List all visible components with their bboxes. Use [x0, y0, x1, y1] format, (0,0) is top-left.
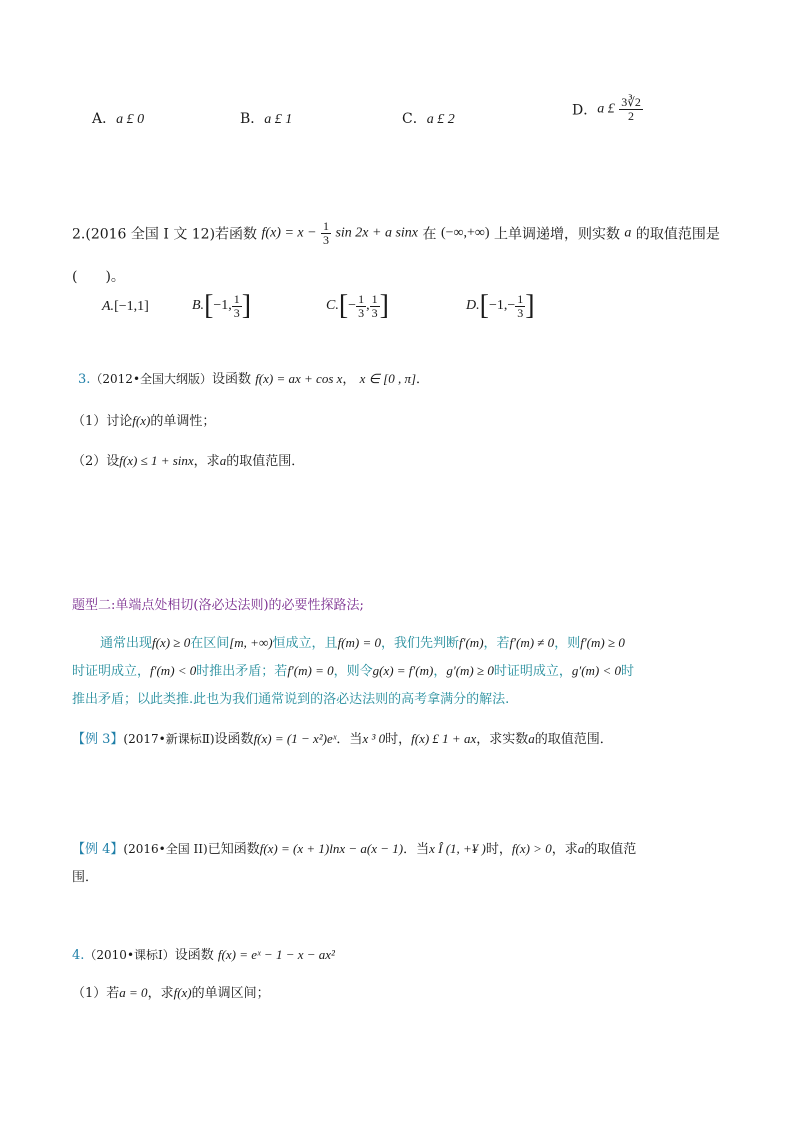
q2-option-c-label: C.: [326, 298, 339, 313]
q3-part-2-b: ，求: [193, 454, 220, 469]
q2-option-a-label: A.: [102, 299, 115, 314]
question-2: [72, 220, 720, 247]
q2-option-a: [102, 298, 149, 315]
option-d-math: a £: [597, 101, 615, 117]
q2-function: f(x) = x −: [261, 225, 317, 241]
q3-part-1-b: 的单调性；: [150, 414, 216, 429]
q2-option-b-label: B.: [192, 298, 205, 313]
option-b: [240, 108, 292, 128]
example-3-source: (2017•新课标Ⅱ): [123, 732, 215, 746]
q2-end: 的取值范围是: [635, 226, 720, 243]
option-d: [572, 96, 643, 123]
type2-l1-m2: [m, +∞): [229, 635, 273, 650]
q3-part-1: [72, 410, 215, 429]
type2-l2-b: 时推出矛盾；若: [196, 664, 288, 679]
type2-l2-c: ，则令: [333, 664, 373, 679]
type2-l2-d: ，: [433, 664, 447, 679]
q4-part-1-b: ，求: [147, 986, 174, 1001]
q2-var: a: [624, 225, 632, 241]
example-3-function: f(x) = (1 − x²)eˣ: [253, 731, 337, 746]
example-4-end2: 的取值范: [584, 842, 637, 857]
type2-l2-m3: g(x) = f′(m): [372, 663, 434, 678]
q2-mid: 在: [422, 226, 437, 243]
type2-l1-m3: f(m) = 0: [337, 635, 381, 650]
q2-function-rest: sin 2x + a sinx: [335, 225, 419, 241]
q2-option-b-pre: −1,: [213, 298, 232, 313]
q3-number: 3.: [78, 372, 91, 387]
example-3-mid: ．当: [336, 732, 363, 747]
q2-option-d-fraction: $\frac{1}{3}$: [517, 291, 524, 320]
example-4-line-2: 围．: [72, 870, 99, 885]
example-4-source: (2016•全国 II): [123, 842, 208, 856]
example-3-end: ，求实数: [476, 732, 529, 747]
type2-l1-a: 通常出现: [100, 636, 153, 651]
example-4-v: a: [577, 841, 585, 856]
q3-domain: x ∈ [0 , π]: [359, 371, 417, 386]
type2-l2-m4: g′(m) ≥ 0: [446, 663, 494, 678]
q2-option-c-mid: ,: [366, 298, 370, 313]
example-4-ineq: f(x) > 0: [511, 841, 552, 856]
option-a-label: A．: [92, 111, 117, 127]
q2-option-c-pre: −: [348, 298, 357, 313]
type2-l2-m2: f′(m) = 0: [287, 663, 334, 678]
example-4: [72, 838, 636, 857]
type2-l1-m4: f′(m): [459, 635, 484, 650]
q3-part-1-a: （1）讨论: [72, 414, 133, 429]
example-3: [72, 728, 613, 747]
q3-part-2-a: （2）设: [72, 454, 120, 469]
example-3-v: a: [528, 731, 535, 746]
q4-part-1-c: 的单调区间；: [191, 986, 270, 1001]
type2-l1-f: ，则: [554, 636, 581, 651]
q3-text: 设函数: [212, 372, 252, 387]
example-4-end: ，求: [551, 842, 578, 857]
q2-option-d-label: D.: [466, 298, 480, 313]
q2-option-b: B.[−1, $\frac{1}{3}$ ]: [192, 290, 252, 321]
q2-option-c-fraction-1: $\frac{1}{3}$: [358, 291, 365, 320]
type2-l1-b: 在区间: [190, 636, 230, 651]
type2-line-3: 推出矛盾；以此类推.此也为我们通常说到的洛必达法则的高考拿满分的解法.: [72, 692, 510, 707]
option-d-fraction: $\frac{3∛2}{2}$: [621, 95, 641, 123]
q4-source: （2010•课标Ⅰ）: [84, 948, 175, 962]
example-4-tag: 【例 4】: [72, 842, 124, 857]
q3-part-2-f: f(x) ≤ 1 + sinx: [119, 453, 194, 468]
example-3-ineq: f(x) £ 1 + ax: [411, 731, 477, 746]
example-3-text: 设函数: [214, 732, 254, 747]
q4-part-1-a: （1）若: [72, 986, 120, 1001]
q2-prefix: 2.(2016 全国 I 文 12)若函数: [72, 226, 258, 243]
q4-text: 设函数: [174, 948, 214, 963]
type2-l2-m1: f′(m) < 0: [150, 663, 197, 678]
q2-suffix: 上单调递增，则实数: [493, 226, 620, 243]
example-4-when: 时，: [485, 842, 512, 857]
q2-interval: (−∞,+∞): [440, 225, 490, 241]
q3-function: f(x) = ax + cos x: [255, 371, 343, 386]
type2-l1-e: ，若: [483, 636, 510, 651]
type2-line-1: [100, 632, 625, 651]
option-a: [92, 108, 144, 128]
q4-number: 4.: [72, 948, 85, 963]
type2-l1-c: 恒成立，且: [272, 636, 338, 651]
q3-part-1-f: f(x): [132, 413, 151, 428]
option-b-math: a £ 1: [264, 112, 293, 127]
option-d-label: D．: [572, 102, 598, 119]
type2-l2-a: 时证明成立，: [72, 664, 151, 679]
type2-l2-m5: g′(m) < 0: [571, 663, 622, 678]
q2-option-d-pre: −1,−: [488, 298, 516, 313]
option-a-math: a £ 0: [116, 112, 145, 127]
q3-part-2-c: 的取值范围．: [226, 454, 305, 469]
q2-option-c: C.[− $\frac{1}{3}$ , $\frac{1}{3}$ ]: [326, 290, 389, 321]
q2-option-a-value: [−1,1]: [114, 299, 149, 314]
q3-end: ．: [416, 372, 430, 387]
example-4-text: 已知函数: [207, 842, 260, 857]
type2-l1-m6: f′(m) ≥ 0: [580, 635, 625, 650]
question-4: [72, 944, 335, 963]
type2-l1-d: ，我们先判断: [381, 636, 460, 651]
q2-option-d: D.[−1,− $\frac{1}{3}$ ]: [466, 290, 535, 321]
q2-option-c-fraction-2: $\frac{1}{3}$: [371, 291, 378, 320]
q4-part-1-f: f(x): [173, 985, 192, 1000]
type2-l1-m5: f′(m) ≠ 0: [509, 635, 555, 650]
example-3-when: 时，: [385, 732, 412, 747]
q3-part-2-v: a: [219, 453, 227, 468]
example-4-mid: ．当: [403, 842, 430, 857]
type2-l1-m1: f(x) ≥ 0: [152, 635, 191, 650]
type2-l2-e: 时证明成立，: [493, 664, 572, 679]
example-3-tag: 【例 3】: [72, 732, 124, 747]
q4-part-1-m: a = 0: [119, 985, 148, 1000]
type2-l2-f: 时: [621, 664, 635, 679]
example-4-cond: x Î (1, +¥ ): [429, 841, 486, 856]
example-3-cond: x ³ 0: [362, 731, 386, 746]
option-b-label: B．: [240, 111, 265, 127]
q3-source: （2012•全国大纲版）: [90, 372, 213, 386]
q2-blank-line: ( )。: [72, 269, 125, 285]
q2-fraction: $\frac{1}{3}$: [323, 219, 330, 247]
option-c-label: C．: [402, 111, 427, 127]
q2-option-b-fraction: $\frac{1}{3}$: [233, 291, 240, 320]
example-4-function: f(x) = (x + 1)lnx − a(x − 1): [259, 841, 404, 856]
q3-part-2: [72, 450, 304, 469]
option-c-math: a £ 2: [426, 112, 455, 127]
option-c: [402, 108, 455, 128]
example-3-end2: 的取值范围．: [534, 732, 613, 747]
q4-part-1: [72, 982, 270, 1001]
question-3: [78, 368, 429, 387]
type2-line-2: [72, 660, 634, 679]
q3-sep: ，: [342, 372, 356, 387]
section-heading: 题型二:单端点处相切(洛必达法则)的必要性探路法;: [72, 598, 364, 613]
q4-function: f(x) = eˣ − 1 − x − ax²: [217, 947, 335, 962]
